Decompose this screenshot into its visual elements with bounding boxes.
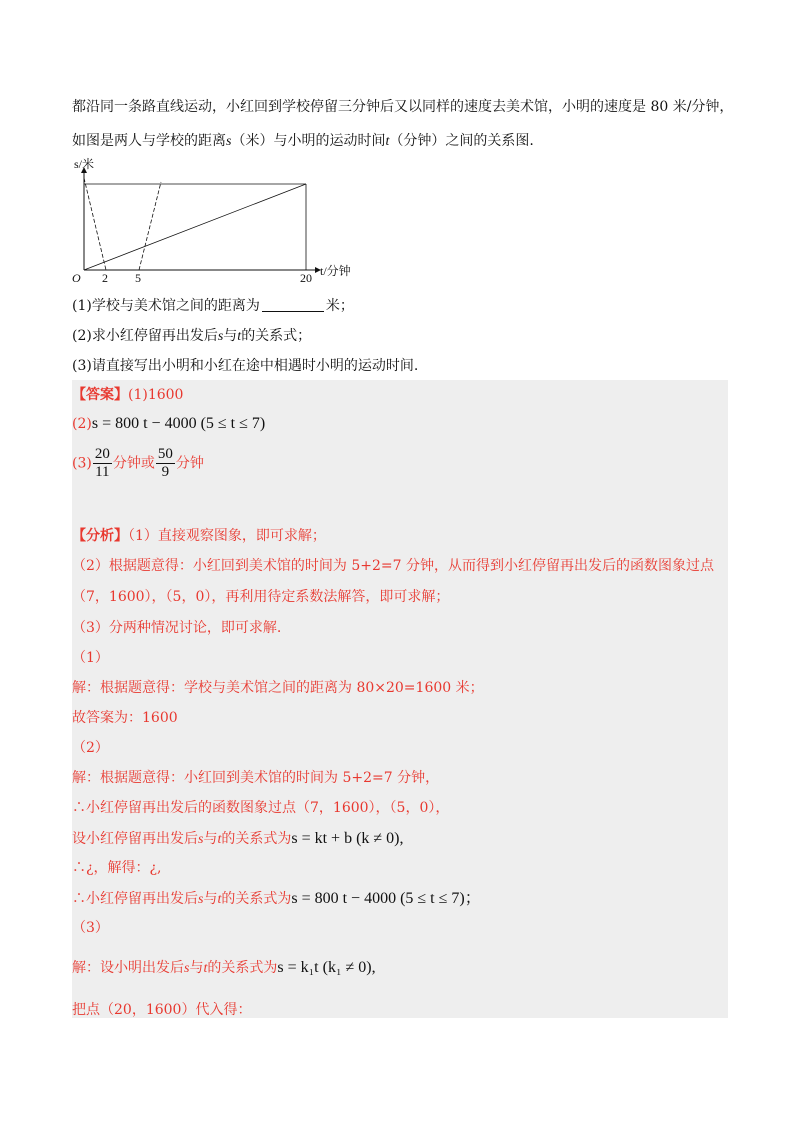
x-tick-5: 5	[135, 271, 141, 284]
problem-line-2: 如图是两人与学校的距离s（米）与小明的运动时间t（分钟）之间的关系图.	[72, 133, 534, 149]
y-axis-label: s/米	[74, 157, 95, 171]
part-1-label: （1）	[72, 650, 109, 666]
problem-line-1: 都沿同一条路直线运动，小红回到学校停留三分钟后又以同样的速度去美术馆，小明的速度是 80 米/分钟，	[72, 99, 734, 115]
x-tick-20: 20	[300, 271, 312, 284]
xiaoming-line	[84, 184, 306, 270]
origin-label: O	[72, 271, 81, 284]
question-3: (3)请直接写出小明和小红在途中相遇时小明的运动时间.	[72, 358, 419, 374]
xiaohong-depart-line	[139, 182, 161, 270]
solution-3-line-2: 把点（20，1600）代入得：	[72, 1002, 252, 1018]
part-3-label: （3）	[72, 920, 109, 936]
answer-line-3: (3) $\frac{20}{11}$ 分钟或 $\frac{50}{9}$ 分钟	[72, 446, 204, 480]
analysis-line-3: （7，1600），（5，0），再利用待定系数法解答，即可求解；	[72, 589, 450, 605]
distance-time-graph	[68, 154, 368, 284]
xiaohong-return-line	[84, 178, 106, 270]
solution-2-line-2: ∴小红停留再出发后的函数图象过点（7，1600），（5，0），	[72, 800, 450, 816]
question-2: (2)求小红停留再出发后s与t的关系式；	[72, 328, 312, 344]
fraction-20-11: $\frac{20}{11}$	[94, 446, 110, 480]
answer-blank	[262, 297, 324, 312]
answer-line-2: (2)s = 800 t − 4000 (5 ≤ t ≤ 7)	[72, 415, 266, 432]
part-2-label: （2）	[72, 740, 109, 756]
solution-2-line-5: ∴小红停留再出发后s与t的关系式为s = 800 t − 4000 (5 ≤ t ≤ 7)；	[72, 890, 481, 907]
question-1: (1)学校与美术馆之间的距离为 米；	[72, 298, 354, 314]
fraction-50-9: $\frac{50}{9}$	[157, 446, 173, 480]
solution-3-line-1: 解：设小明出发后s与t的关系式为s = k₁t (k₁ ≠ 0),	[72, 959, 376, 976]
solution-2-line-4: ∴¿，解得：¿,	[72, 860, 162, 876]
solution-2-line-1: 解：根据题意得：小红回到美术馆的时间为 5+2=7 分钟，	[72, 770, 440, 786]
x-tick-2: 2	[102, 271, 108, 284]
solution-2-line-3: 设小红停留再出发后s与t的关系式为s = kt + b (k ≠ 0),	[72, 830, 404, 847]
analysis-line-4: （3）分两种情况讨论，即可求解.	[72, 620, 282, 636]
solution-1-answer: 故答案为：1600	[72, 710, 178, 726]
x-axis-label: t/分钟	[320, 264, 351, 278]
answer-line-1: 【答案】(1)1600	[72, 387, 184, 403]
analysis-line-2: （2）根据题意得：小红回到美术馆的时间为 5+2=7 分钟，从而得到小红停留再出发后的函数图象过点	[72, 558, 714, 574]
solution-1: 解：根据题意得：学校与美术馆之间的距离为 80×20=1600 米；	[72, 680, 484, 696]
analysis-line-1: 【分析】（1）直接观察图象，即可求解；	[72, 528, 326, 544]
